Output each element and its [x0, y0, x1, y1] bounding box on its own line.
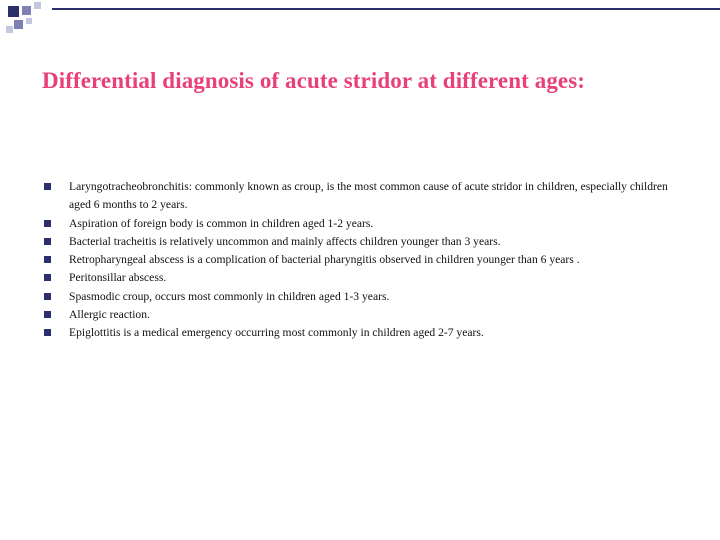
- square-bullet-icon: [44, 293, 51, 300]
- bullet-text: Laryngotracheobronchitis: commonly known as croup, is the most common cause of acute stridor in children, especially children aged 6 months to 2 years.: [69, 180, 668, 212]
- square-bullet-icon: [44, 311, 51, 318]
- top-rule-divider: [52, 8, 720, 10]
- list-item: [44, 233, 684, 251]
- list-item: [44, 215, 684, 233]
- square-bullet-icon: [44, 329, 51, 336]
- square-bullet-icon: [44, 274, 51, 281]
- slide-title: Differential diagnosis of acute stridor at different ages:: [42, 68, 586, 93]
- bullet-text: Aspiration of foreign body is common in children aged 1-2 years.: [69, 216, 374, 230]
- bullet-text: Epiglottitis is a medical emergency occurring most commonly in children aged 2-7 years.: [69, 326, 484, 340]
- list-item: [44, 306, 684, 324]
- list-item: [44, 288, 684, 306]
- square-bullet-icon: [44, 256, 51, 263]
- corner-squares-decoration: [0, 0, 60, 40]
- square-bullet-icon: [44, 220, 51, 227]
- bullet-text: Retropharyngeal abscess is a complication of bacterial pharyngitis observed in children younger than 6 years .: [69, 253, 580, 267]
- list-item: [44, 178, 684, 215]
- bullet-text: Bacterial tracheitis is relatively uncommon and mainly affects children younger than 3 years.: [69, 234, 501, 248]
- bullet-list: [44, 178, 684, 343]
- bullet-text: Peritonsillar abscess.: [69, 271, 167, 285]
- bullet-text: Spasmodic croup, occurs most commonly in children aged 1-3 years.: [69, 289, 390, 303]
- bullet-text: Allergic reaction.: [69, 308, 150, 322]
- list-item: [44, 324, 684, 342]
- list-item: [44, 269, 684, 287]
- list-item: [44, 251, 684, 269]
- square-bullet-icon: [44, 183, 51, 190]
- square-bullet-icon: [44, 238, 51, 245]
